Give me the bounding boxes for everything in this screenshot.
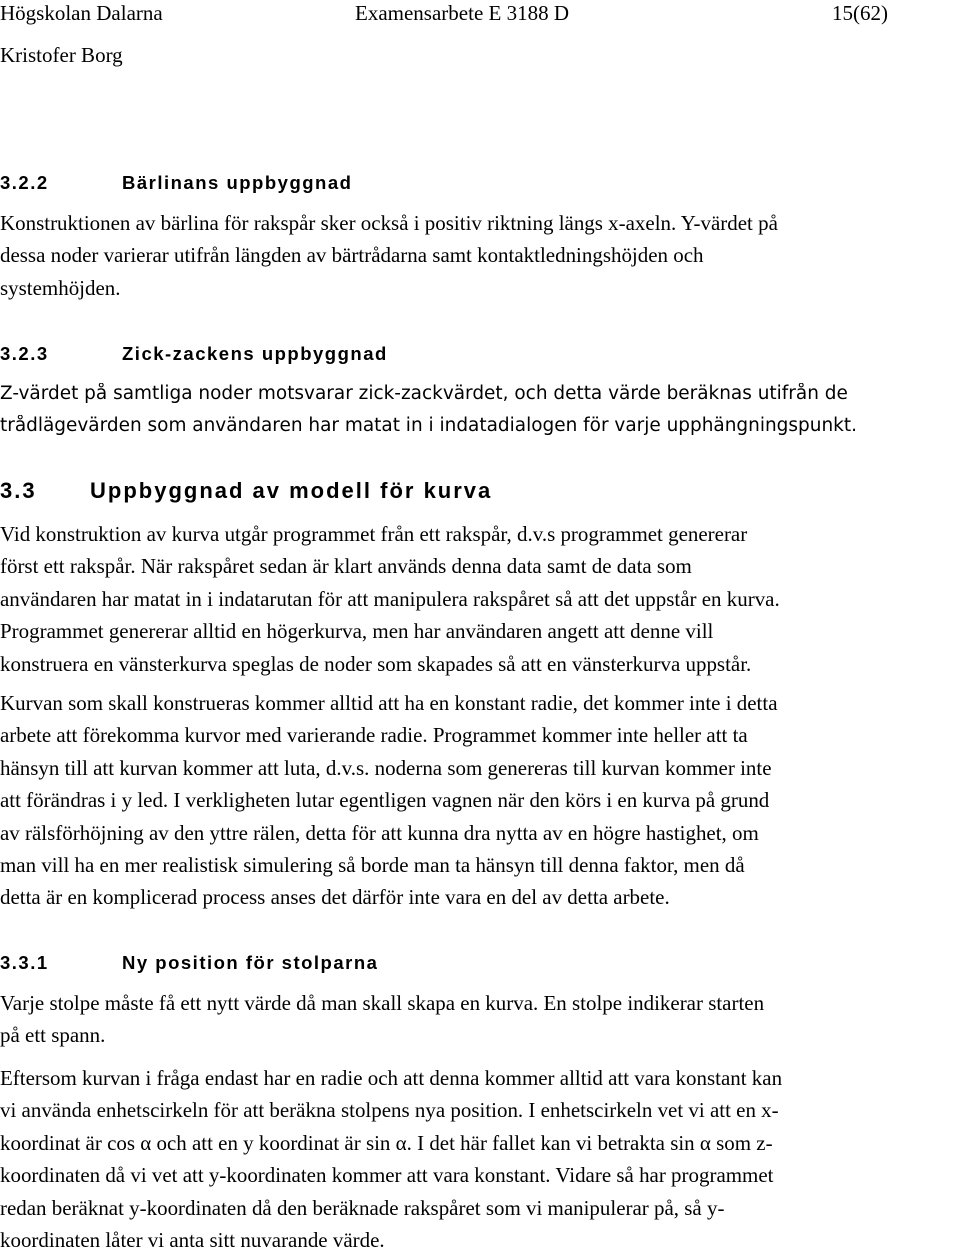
header-author: Kristofer Borg — [0, 43, 123, 67]
header-school: Högskolan Dalarna — [0, 1, 163, 25]
paragraph-line: koordinat är cos α och att en y koordinat är sin α. I det här fallet kan vi betrakta sin α som z- — [0, 1130, 773, 1155]
paragraph-line: trådlägevärden som användaren har matat in i indatadialogen för varje upphängningspunkt. — [0, 415, 857, 437]
paragraph-line: arbete att förekomma kurvor med varierande radie. Programmet kommer inte heller att ta — [0, 723, 748, 748]
paragraph-line: dessa noder varierar utifrån längden av bärtrådarna samt kontaktledningshöjden och — [0, 243, 704, 268]
paragraph-line: på ett spann. — [0, 1023, 106, 1048]
paragraph-3-2-2 — [0, 207, 960, 304]
paragraph-3-3-b — [0, 687, 960, 914]
heading-3-3 — [0, 477, 492, 505]
paragraph-line: vi använda enhetscirkeln för att beräkna stolpens nya position. I enhetscirkeln vet vi att en x- — [0, 1098, 779, 1123]
header-course: Examensarbete E 3188 D — [355, 1, 570, 25]
paragraph-line: användaren har matat in i indatarutan för att manipulera rakspåret så att det uppstår en kurva. — [0, 586, 780, 611]
paragraph-line: Eftersom kurvan i fråga endast har en radie och att denna kommer alltid att vara konstant kan — [0, 1066, 783, 1090]
header-page-number: 15(62) — [832, 1, 888, 25]
paragraph-line: koordinaten då vi vet att y-koordinaten kommer att vara konstant. Vidare så har programmet — [0, 1163, 774, 1188]
heading-number: 3.2.3 — [0, 343, 49, 364]
heading-title: Zick-zackens uppbyggnad — [122, 343, 388, 364]
paragraph-line: konstruera en vänsterkurva speglas de noder som skapades så att en vänsterkurva uppstår. — [0, 651, 752, 676]
paragraph-line: först ett rakspår. När rakspåret sedan är klart används denna data samt de data som — [0, 554, 692, 579]
page-header — [0, 0, 940, 26]
paragraph-3-3-a — [0, 518, 960, 680]
paragraph-line: Kurvan som skall konstrueras kommer alltid att ha en konstant radie, det kommer inte i detta — [0, 691, 778, 715]
heading-number: 3.3 — [0, 478, 37, 503]
heading-title: Uppbyggnad av modell för kurva — [90, 478, 493, 503]
paragraph-line: systemhöjden. — [0, 275, 121, 300]
heading-number: 3.3.1 — [0, 952, 49, 973]
paragraph-line: hänsyn till att kurvan kommer att luta, d.v.s. noderna som genereras till kurvan kommer inte — [0, 755, 772, 780]
paragraph-line: Varje stolpe måste få ett nytt värde då man skall skapa en kurva. En stolpe indikerar starten — [0, 991, 765, 1015]
paragraph-3-3-1-a — [0, 987, 960, 1052]
heading-3-2-3 — [0, 342, 388, 366]
paragraph-line: redan beräknat y-koordinaten då den beräknade rakspåret som vi manipulerar på, så y- — [0, 1195, 725, 1220]
paragraph-line: Programmet genererar alltid en högerkurva, men har användaren angett att denne vill — [0, 619, 714, 644]
paragraph-line: man vill ha en mer realistisk simulering så borde man ta hänsyn till denna faktor, men då — [0, 853, 745, 878]
heading-3-2-2 — [0, 171, 352, 195]
heading-title: Bärlinans uppbyggnad — [122, 172, 353, 193]
paragraph-line: Z-värdet på samtliga noder motsvarar zick-zackvärdet, och detta värde beräknas utifrån de — [0, 383, 848, 404]
paragraph-line: koordinaten låter vi anta sitt nuvarande värde. — [0, 1228, 385, 1253]
paragraph-line: detta är en komplicerad process anses det därför inte vara en del av detta arbete. — [0, 885, 670, 910]
heading-3-3-1 — [0, 951, 378, 975]
paragraph-line: Konstruktionen av bärlina för rakspår sker också i positiv riktning längs x-axeln. Y-värdet på — [0, 211, 778, 235]
paragraph-line: av rälsförhöjning av den yttre rälen, detta för att kunna dra nytta av en högre hastighet, om — [0, 820, 759, 845]
heading-number: 3.2.2 — [0, 172, 49, 193]
heading-title: Ny position för stolparna — [122, 952, 379, 973]
paragraph-3-3-1-b — [0, 1062, 960, 1256]
paragraph-line: att förändras i y led. I verkligheten lutar egentligen vagnen när den körs i en kurva på grund — [0, 788, 770, 813]
paragraph-3-2-3 — [0, 378, 960, 443]
paragraph-line: Vid konstruktion av kurva utgår programmet från ett rakspår, d.v.s programmet genererar — [0, 522, 748, 546]
